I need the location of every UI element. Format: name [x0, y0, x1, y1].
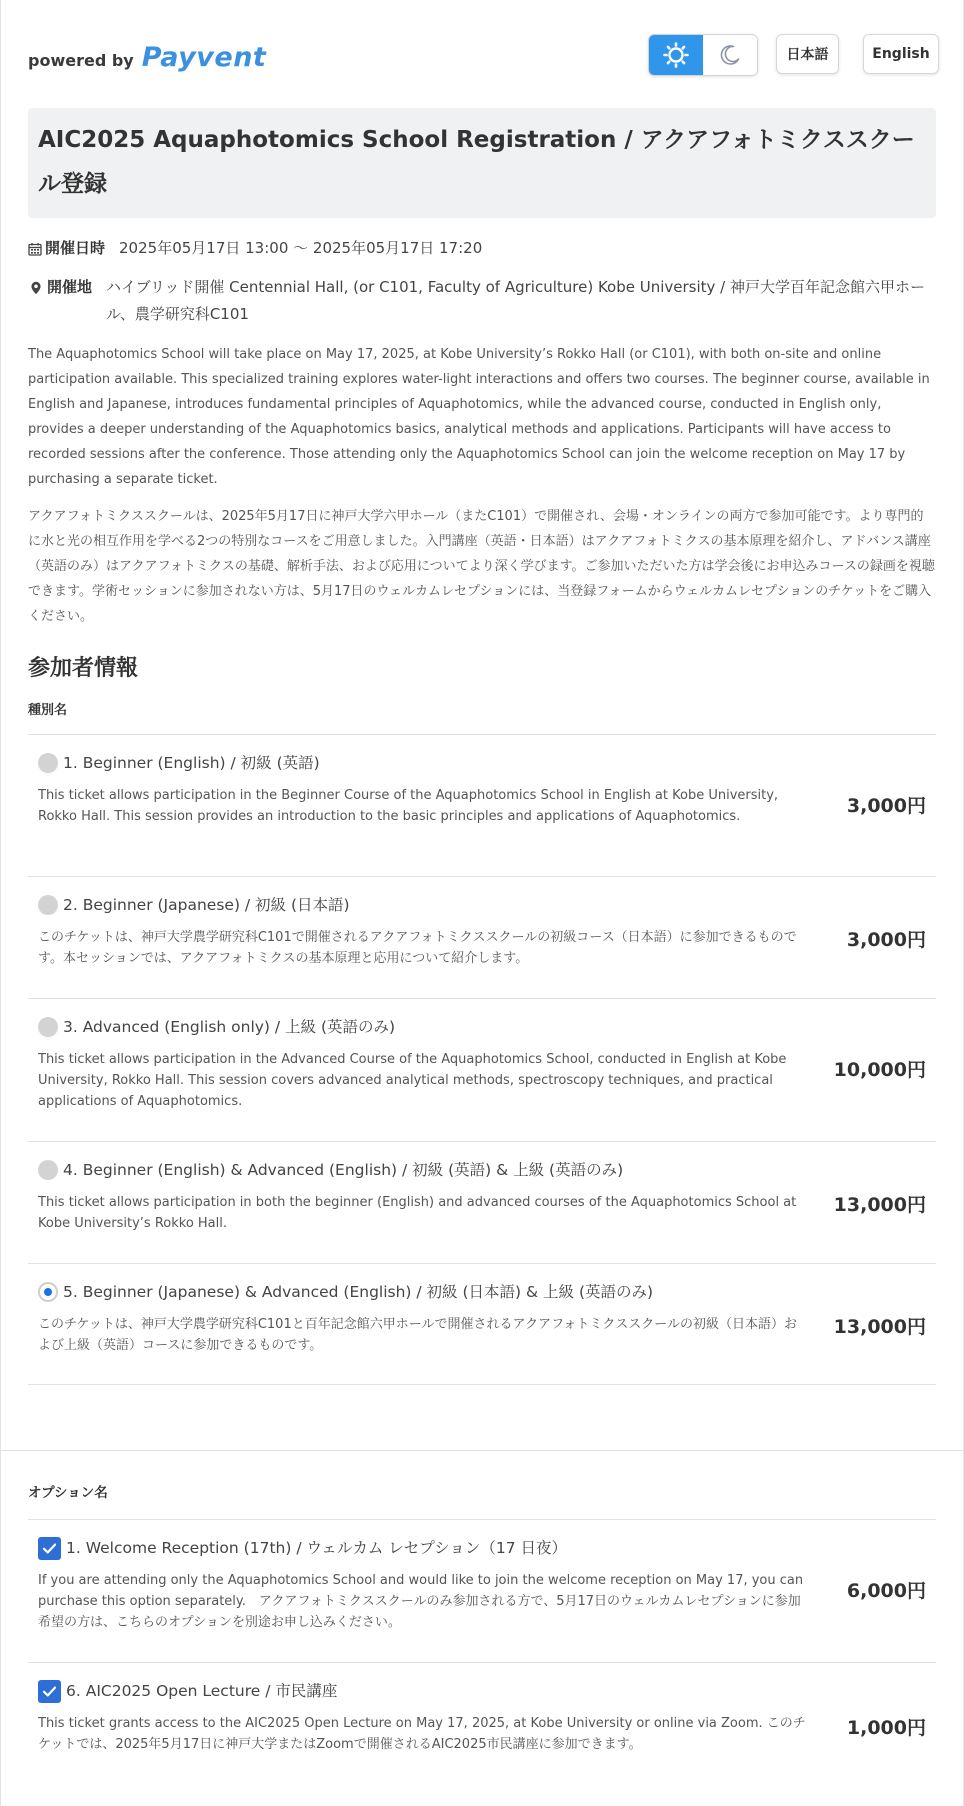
option-name: 1. Welcome Reception (17th) / ウェルカム レセプション（17 日夜）: [66, 1539, 567, 1557]
venue-label-text: 開催地: [47, 278, 93, 296]
language-japanese-button[interactable]: 日本語: [776, 34, 839, 74]
language-english-button[interactable]: English: [863, 34, 939, 74]
ticket-radio[interactable]: [38, 895, 58, 915]
calendar-icon: [28, 242, 42, 256]
light-theme-button[interactable]: [649, 35, 703, 75]
ticket-description: このチケットは、神戸大学農学研究科C101と百年記念館六甲ホールで開催されるアクアフォトミクススクールの初級（日本語）および上級（英語）コースに参加できるものです。: [38, 1317, 798, 1353]
event-title: AIC2025 Aquaphotomics School Registration / アクアフォトミクススクール登録: [38, 127, 915, 197]
moon-icon: [718, 43, 742, 67]
ticket-price: 13,000円: [833, 1194, 926, 1216]
top-header: [1, 0, 963, 108]
ticket-name: 2. Beginner (Japanese) / 初級 (日本語): [63, 896, 350, 914]
option-name: 6. AIC2025 Open Lecture / 市民講座: [66, 1682, 338, 1700]
options-section: [1, 1481, 963, 1785]
sun-icon: [663, 42, 689, 68]
ticket-description: このチケットは、神戸大学農学研究科C101で開催されるアクアフォトミクススクールの初級コース（日本語）に参加できるものです。本セッションでは、アクアフォトミクスの基本原理と応用について紹介します。: [38, 930, 797, 966]
venue-value: ハイブリッド開催 Centennial Hall, (or C101, Faculty of Agriculture) Kobe University / 神戸大学百年記念館六甲ホール、農学研究科C101: [106, 278, 925, 323]
ticket-price: 3,000円: [846, 929, 926, 951]
event-date-row: [28, 235, 936, 262]
description-japanese: アクアフォトミクススクールは、2025年5月17日に神戸大学六甲ホール（またC101）で開催され、会場・オンラインの両方で参加可能です。より専門的に水と光の相互作用を学べる2つの特別なコースをご用意しました。入門講座（英語・日本語）はアクアフォトミクスの基本原理を紹介し、アドバンス講座（英語のみ）はアクアフォトミクスの基礎、解析手法、および応用についてより深く学びます。ご参加いただいた方は学会後にお申込みコースの録画を視聴できます。学術セッションに参加されない方は、5月17日のウェルカムレセプションには、当登録フォームからウェルカムレセプションのチケットをご購入ください。: [28, 509, 935, 624]
ticket-header: [38, 1158, 806, 1182]
option-header: [38, 1679, 806, 1703]
date-value: 2025年05月17日 13:00 〜 2025年05月17日 17:20: [119, 239, 483, 257]
ticket-price: 10,000円: [833, 1059, 926, 1081]
ticket-name: 4. Beginner (English) & Advanced (English) / 初級 (英語) & 上級 (英語のみ): [63, 1161, 624, 1179]
ticket-header: [38, 1015, 806, 1039]
ticket-option-5[interactable]: [28, 1264, 936, 1385]
ticket-radio[interactable]: [38, 1160, 58, 1180]
ticket-description: This ticket allows participation in both the beginner (English) and advanced courses of the Aquaphotomics School at Kobe University’s Rokko Hall.: [38, 1195, 797, 1231]
option-header: [38, 1536, 806, 1560]
option-item-1[interactable]: [28, 1520, 936, 1663]
payvent-logo[interactable]: Payvent: [141, 42, 267, 73]
theme-toggle[interactable]: [648, 34, 758, 76]
brand: [28, 42, 266, 73]
date-label: [28, 235, 105, 262]
option-description: This ticket grants access to the AIC2025 Open Lecture on May 17, 2025, at Kobe University or online via Zoom. このチケットでは、2025年5月17日に神戸大学またはZoomで開催されるAIC2025市民講座に参加できます。: [38, 1716, 806, 1752]
description-english: The Aquaphotomics School will take place on May 17, 2025, at Kobe University’s Rokko Hall (or C101), with both on-site and online participation available. This specialized training explores water-light interactions and offers two courses. The beginner course, available in English and Japanese, introduces fundamental principles of Aquaphotomics, while the advanced course, conducted in English only, provides a deeper understanding of the Aquaphotomics basics, analytical methods and applications. Participants will have access to recorded sessions after the conference. Those attending only the Aquaphotomics School can join the welcome reception on May 17 by purchasing a separate ticket.: [28, 347, 930, 487]
ticket-type-label: 種別名: [28, 699, 936, 735]
ticket-header: [38, 751, 806, 775]
dark-theme-button[interactable]: [703, 35, 757, 75]
ticket-option-4[interactable]: [28, 1142, 936, 1264]
venue-label: [28, 274, 92, 301]
ticket-radio[interactable]: [38, 1017, 58, 1037]
ticket-name: 1. Beginner (English) / 初級 (英語): [63, 754, 320, 772]
ticket-option-3[interactable]: [28, 999, 936, 1142]
section-divider: [1, 1450, 963, 1451]
ticket-option-1[interactable]: [28, 735, 936, 877]
ticket-name: 5. Beginner (Japanese) & Advanced (English) / 初級 (日本語) & 上級 (英語のみ): [63, 1283, 654, 1301]
ticket-description: This ticket allows participation in the Advanced Course of the Aquaphotomics School, conducted in English at Kobe University, Rokko Hall. This session covers advanced analytical methods, spectroscopy techniques, and practical applications of Aquaphotomics.: [38, 1052, 787, 1109]
option-item-6[interactable]: [28, 1663, 936, 1785]
option-label: オプション名: [28, 1481, 936, 1520]
event-title-box: [28, 108, 936, 218]
main-content: [1, 108, 963, 1385]
ticket-radio-selected[interactable]: [38, 1282, 58, 1302]
ticket-radio[interactable]: [38, 753, 58, 773]
ticket-description: This ticket allows participation in the Beginner Course of the Aquaphotomics School in English at Kobe University, Rokko Hall. This session provides an introduction to the basic principles and applications of Aquaphotomics.: [38, 788, 779, 824]
powered-by-text: powered by: [28, 51, 134, 70]
option-checkbox[interactable]: [38, 1680, 61, 1703]
map-pin-icon: [30, 281, 42, 295]
ticket-price: 13,000円: [833, 1316, 926, 1338]
option-description: If you are attending only the Aquaphotomics School and would like to join the welcome reception on May 17, you can purchase this option separately. アクアフォトミクススクールのみ参加される方で、5月17日のウェルカムレセプションに参加希望の方は、こちらのオプションを別途お申し込みください。: [38, 1573, 804, 1630]
option-price: 1,000円: [846, 1717, 926, 1739]
option-checkbox[interactable]: [38, 1537, 61, 1560]
ticket-header: [38, 893, 806, 917]
ticket-header: [38, 1280, 806, 1304]
checkmark-icon: [42, 1541, 57, 1556]
date-label-text: 開催日時: [45, 239, 106, 257]
ticket-name: 3. Advanced (English only) / 上級 (英語のみ): [63, 1018, 396, 1036]
ticket-price: 3,000円: [846, 795, 926, 817]
checkmark-icon: [42, 1684, 57, 1699]
event-venue-row: [28, 274, 936, 328]
participant-info-heading: 参加者情報: [28, 656, 139, 681]
ticket-option-2[interactable]: [28, 877, 936, 999]
option-price: 6,000円: [846, 1580, 926, 1602]
